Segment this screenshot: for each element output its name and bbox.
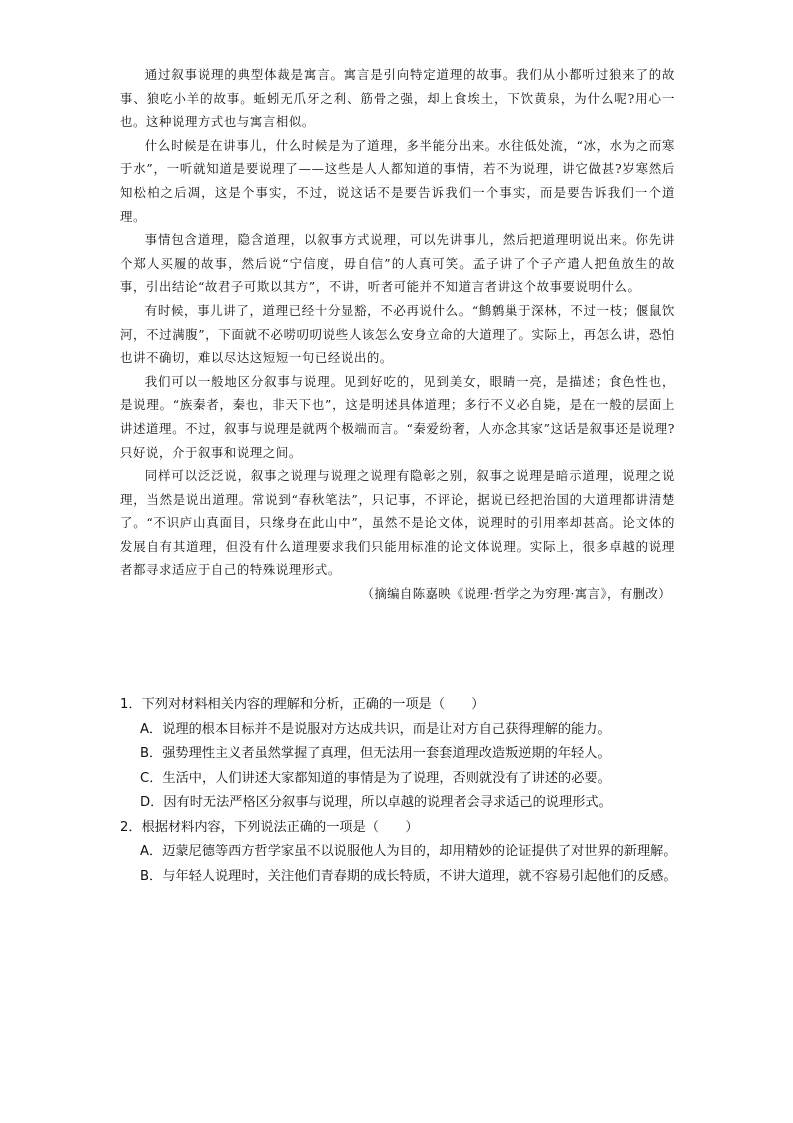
passage-source: （摘编自陈嘉映《说理·哲学之为穷理·寓言》，有删改） <box>361 586 671 602</box>
passage-paragraph-6: 同样可以泛泛说，叙事之说理与说理之说理有隐彰之别，叙事之说理是暗示道理，说理之说理，当然是说出道理。常说到“春秋笔法”，只记事，不评论，据说已经把治国的大道理都讲清楚了。“不识庐山真面目，只缘身在此山中”，虽然不是论文体，说理时的引用率却甚高。论文体的发展自有其道理，但没有什么道理要求我们只能用标准的论文体说理。实际上，很多卓越的说理者都寻求适应于自己的特殊说理形式。 <box>120 468 675 578</box>
passage-paragraph-4: 有时候，事儿讲了，道理已经十分显豁，不必再说什么。“鹪鹩巢于深林，不过一枝；偃鼠饮河，不过满腹”，下面就不必唠叨叨说些人该怎么安身立命的大道理了。实际上，再怎么讲，恐怕也讲不确切，难以尽达这短短一句已经说出的。 <box>120 302 675 366</box>
question-1-option-b: B．强势理性主义者虽然掌握了真理，但无法用一套套道理改造叛逆期的年轻人。 <box>140 746 611 761</box>
question-1 <box>120 693 680 816</box>
question-1-stem: 1．下列对材料相关内容的理解和分析，正确的一项是（ ） <box>120 697 485 712</box>
question-2-stem: 2．根据材料内容，下列说法正确的一项是（ ） <box>120 819 419 835</box>
question-1-option-c: C．生活中，人们讲述大家都知道的事情是为了说理，否则就没有了讲述的必要。 <box>140 770 611 786</box>
passage-paragraph-5: 我们可以一般地区分叙事与说理。见到好吃的，见到美女，眼睛一亮，是描述；食色性也，是说理。“族秦者，秦也，非天下也”，这是明述具体道理；多行不义必自毙，是在一般的层面上讲述道理。不过，叙事与说理是就两个极端而言。“秦爱纷奢，人亦念其家”这话是叙事还是说理?只好说，介于叙事和说理之间。 <box>120 373 675 460</box>
question-1-option-d: D．因有时无法严格区分叙事与说理，所以卓越的说理者会寻求适己的说理形式。 <box>140 795 612 810</box>
passage-paragraph-3: 事情包含道理，隐含道理，以叙事方式说理，可以先讲事儿，然后把道理明说出来。你先讲个郑人买履的故事，然后说“宁信度，毋自信”的人真可笑。孟子讲了个子产遣人把鱼放生的故事，引出结论“故君子可欺以其方”，不讲，听者可能并不知道言者讲这个故事要说明什么。 <box>120 232 675 295</box>
passage-paragraph-2: 什么时候是在讲事儿，什么时候是为了道理，多半能分出来。水往低处流，“冰，水为之而寒于水”，一听就知道是要说理了——这些是人人都知道的事情，若不为说理，讲它做甚?岁寒然后知松柏之后凋，这是个事实，不过，说这话不是要告诉我们一个事实，而是要告诉我们一个道理。 <box>120 137 675 224</box>
question-1-option-a: A．说理的根本目标并不是说服对方达成共识，而是让对方自己获得理解的能力。 <box>140 721 611 737</box>
passage <box>120 63 675 606</box>
question-2-option-a: A．迈蒙尼德等西方哲学家虽不以说服他人为目的，却用精妙的论证提供了对世界的新理解。 <box>140 844 677 859</box>
question-2-option-b: B．与年轻人说理时，关注他们青春期的成长特质，不讲大道理，就不容易引起他们的反感。 <box>140 868 677 884</box>
question-list <box>120 693 680 889</box>
passage-paragraph-1: 通过叙事说理的典型体裁是寓言。寓言是引向特定道理的故事。我们从小都听过狼来了的故事、狼吃小羊的故事。蚯蚓无爪牙之利、筋骨之强，却上食埃土，下饮黄泉，为什么呢?用心一也。这种说理方式也与寓言相似。 <box>120 67 675 130</box>
question-2 <box>120 816 680 890</box>
